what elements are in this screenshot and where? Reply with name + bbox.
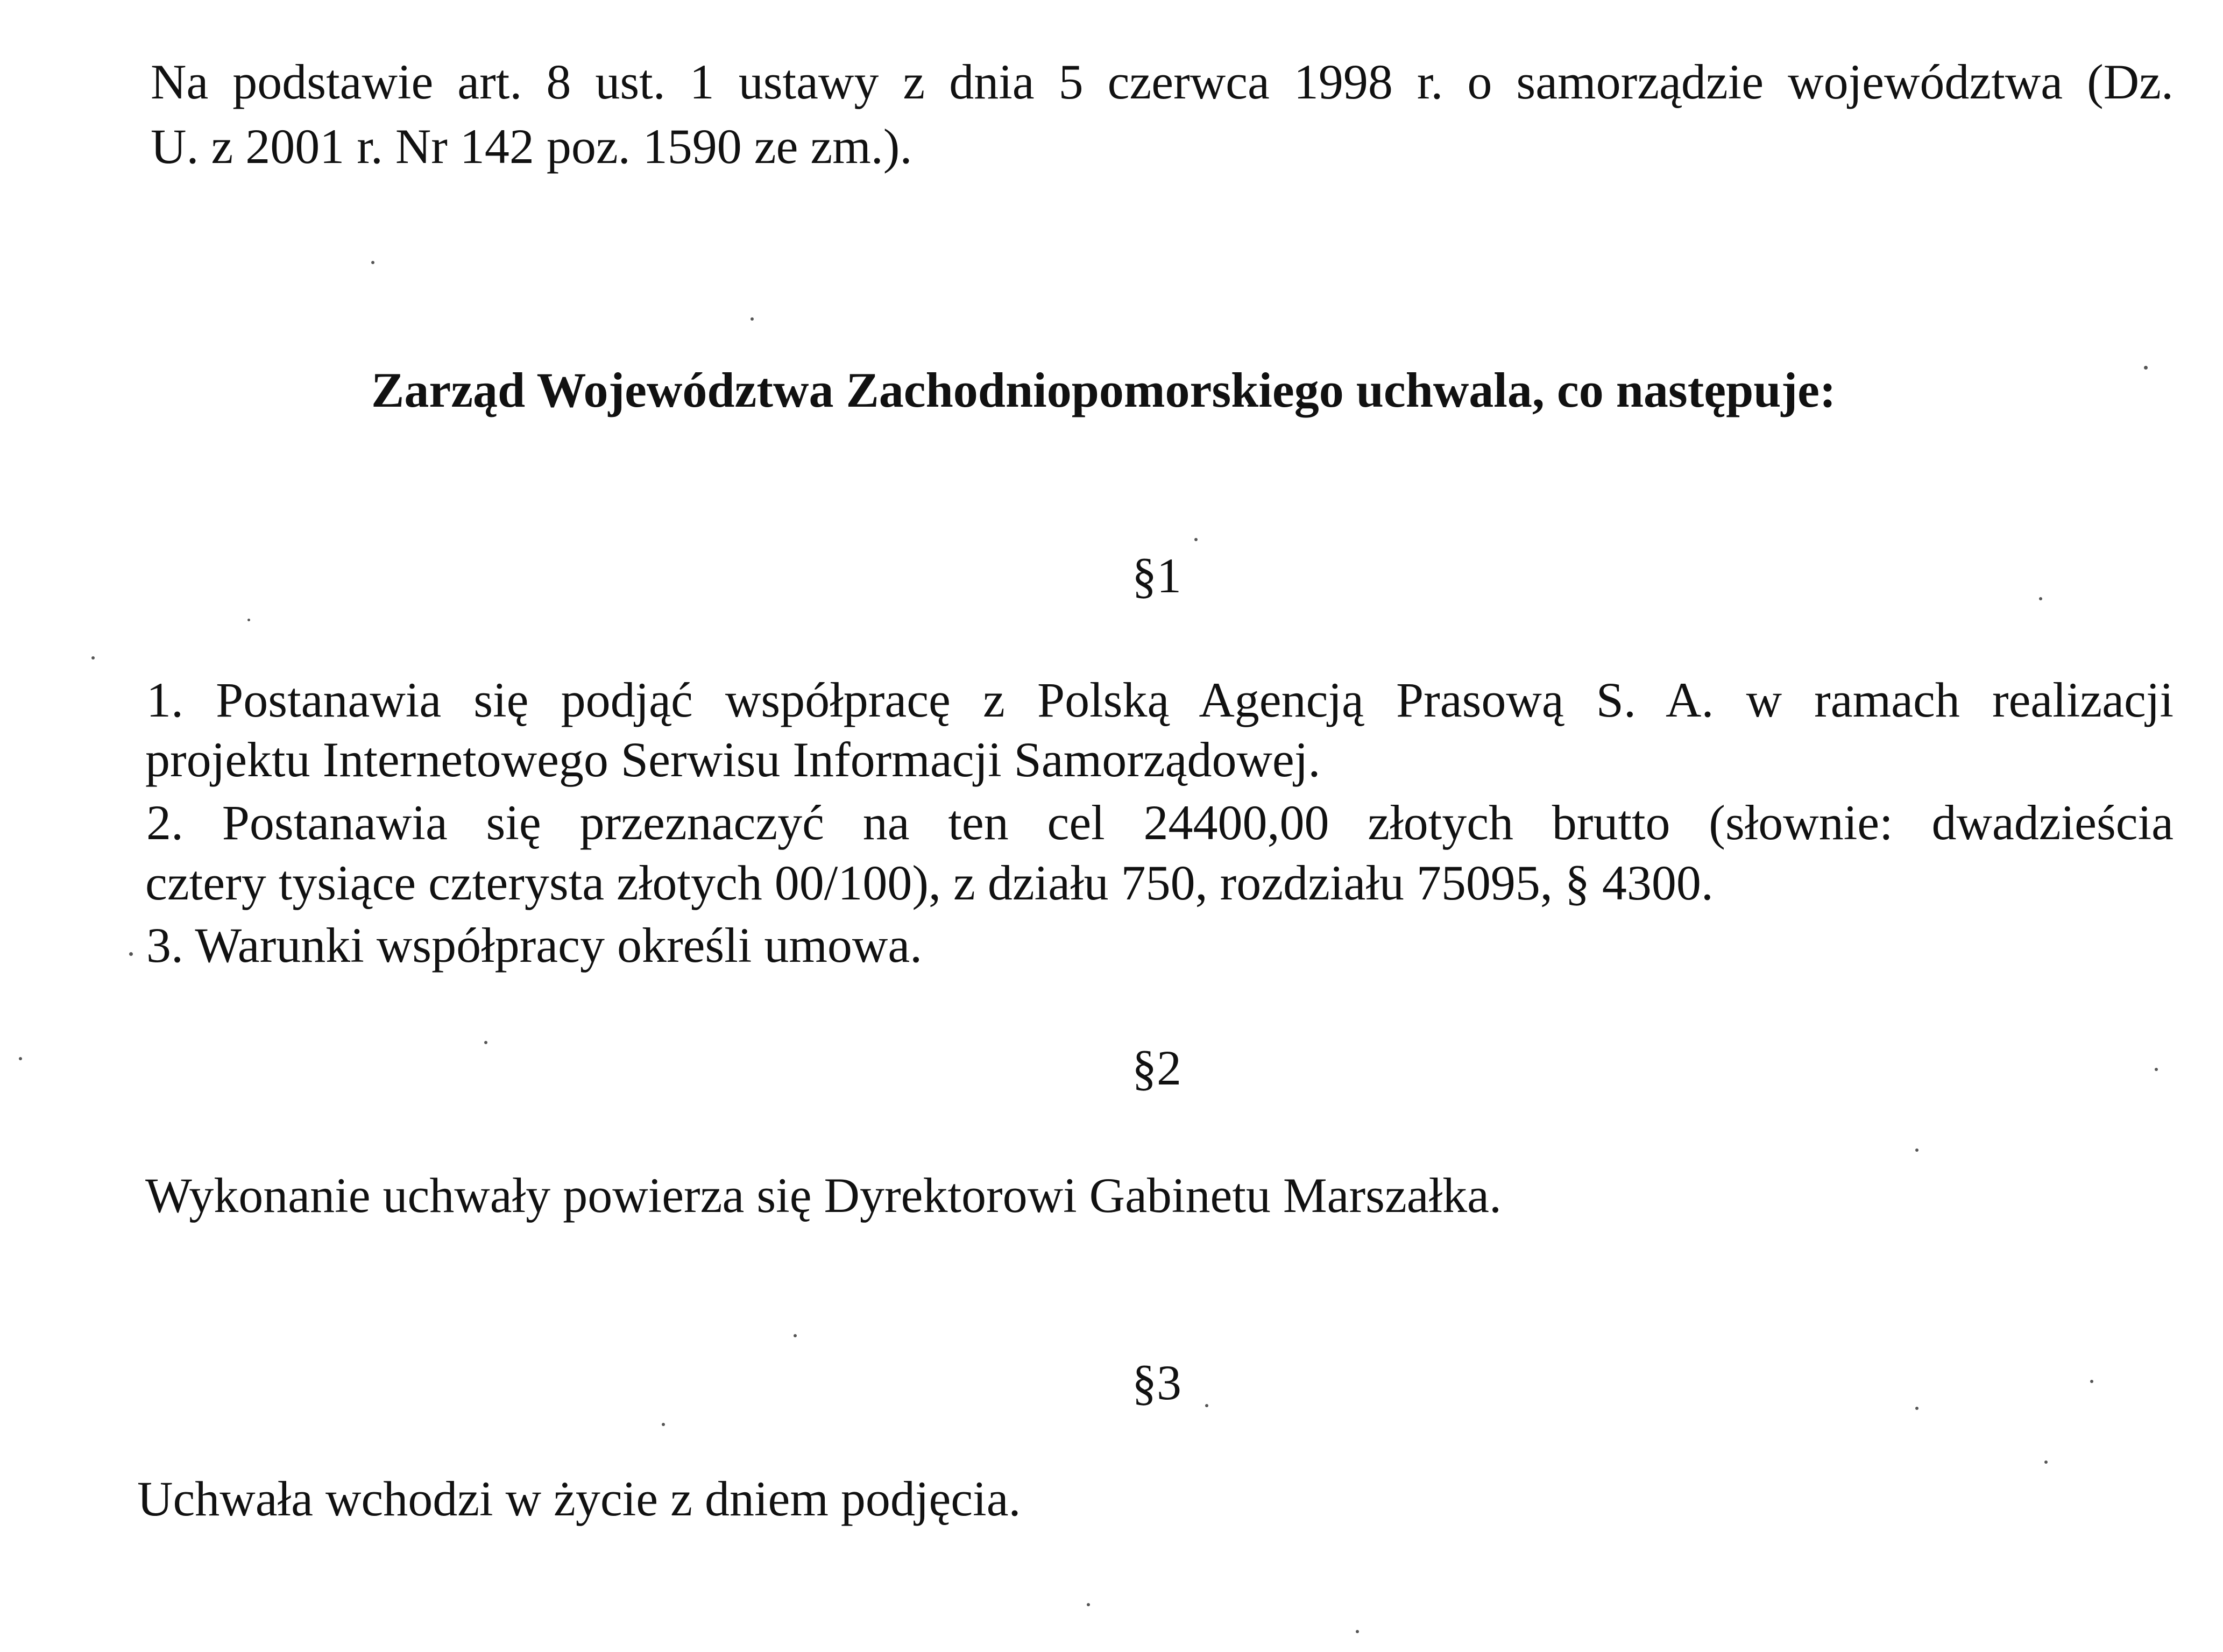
scan-speck (2144, 366, 2148, 370)
scan-speck (2039, 597, 2042, 600)
legal-basis-line-2: U. z 2001 r. Nr 142 poz. 1590 ze zm.). (151, 119, 912, 174)
scan-speck (1205, 1404, 1208, 1407)
section-1-mark: §1 (1132, 548, 1181, 603)
scan-speck (247, 619, 250, 621)
scan-speck (2090, 1380, 2093, 1383)
section-1-item-1-line-1: 1. Postanawia się podjąć współpracę z Polską Agencją Prasową S. A. w ramach realizacji (146, 672, 2174, 727)
section-1-item-2-line-1: 2. Postanawia się przeznaczyć na ten cel 24400,00 złotych brutto (słownie: dwadzieścia (146, 795, 2174, 850)
section-2-text: Wykonanie uchwały powierza się Dyrektorowi Gabinetu Marszałka. (145, 1168, 1502, 1223)
scan-speck (129, 952, 133, 956)
scan-speck (794, 1334, 797, 1337)
scan-speck (19, 1057, 22, 1060)
section-1-item-1-line-2: projektu Internetowego Serwisu Informacji Samorządowej. (145, 732, 1321, 787)
scan-speck (1194, 538, 1198, 541)
scan-speck (2155, 1068, 2158, 1071)
scan-speck (1915, 1407, 1918, 1410)
section-3-mark: §3 (1132, 1355, 1181, 1410)
scan-speck (662, 1423, 665, 1426)
section-3-text: Uchwała wchodzi w życie z dniem podjęcia. (137, 1471, 1021, 1526)
scan-speck (1087, 1603, 1090, 1606)
scan-speck (371, 261, 374, 264)
scan-speck (2044, 1460, 2048, 1464)
scan-speck (1356, 1630, 1359, 1633)
section-2-mark: §2 (1132, 1040, 1181, 1095)
legal-basis-line-1: Na podstawie art. 8 ust. 1 ustawy z dnia 5 czerwca 1998 r. o samorządzie województwa (Dz. (151, 54, 2174, 109)
section-1-item-3: 3. Warunki współpracy określi umowa. (146, 918, 923, 973)
scan-speck (91, 656, 95, 660)
section-1-item-2-line-2: cztery tysiące czterysta złotych 00/100), z działu 750, rozdziału 75095, § 4300. (145, 855, 1714, 910)
scan-speck (484, 1041, 487, 1044)
scan-speck (1915, 1148, 1918, 1152)
resolution-heading: Zarząd Województwa Zachodniopomorskiego uchwala, co następuje: (371, 363, 1836, 417)
scan-speck (751, 317, 754, 321)
